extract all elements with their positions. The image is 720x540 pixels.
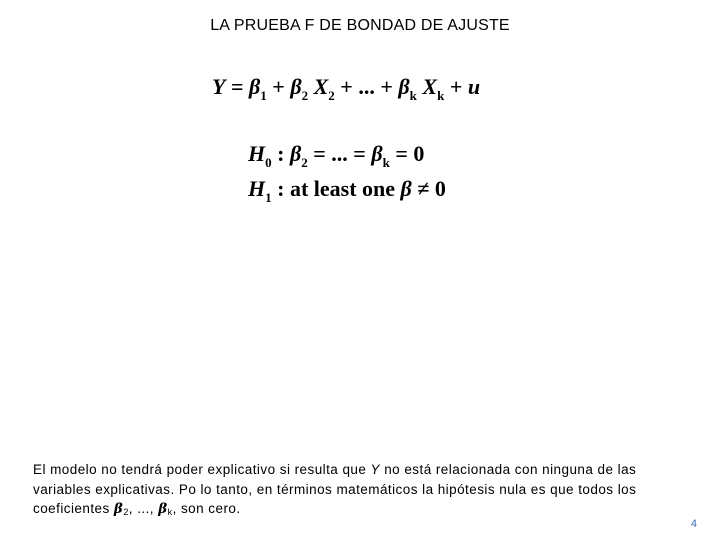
alternative-hypothesis: $H_1$ : at least one β ≠ 0 xyxy=(248,176,446,205)
y-var: Y xyxy=(212,74,226,99)
beta-2: β xyxy=(290,74,302,99)
beta-k: β xyxy=(398,74,410,99)
page-number: 4 xyxy=(690,518,697,530)
explanation-text: El modelo no tendrá poder explicativo si resulta que Y no está relacionada con ninguna de las variables explicativas. Po lo tanto, en términos matemáticos la hipótesis nula es que todos los coeficientes $\beta_2$, ..., $\beta_k$, son cero. xyxy=(33,462,637,517)
beta-1: β xyxy=(249,74,261,99)
model-equation: $Y = \beta_1 + \beta_2$ $X_2$ + ... + $\beta_k$ $X_k + u$ xyxy=(212,74,481,103)
u-var: u xyxy=(467,74,481,99)
slide-title: LA PRUEBA F DE BONDAD DE AJUSTE xyxy=(210,17,510,34)
null-hypothesis: $H_0$ : $\beta_2$ = ... = $\beta_k = 0$ xyxy=(248,141,425,170)
x-2: X xyxy=(313,74,329,99)
x-k: X xyxy=(422,74,438,99)
